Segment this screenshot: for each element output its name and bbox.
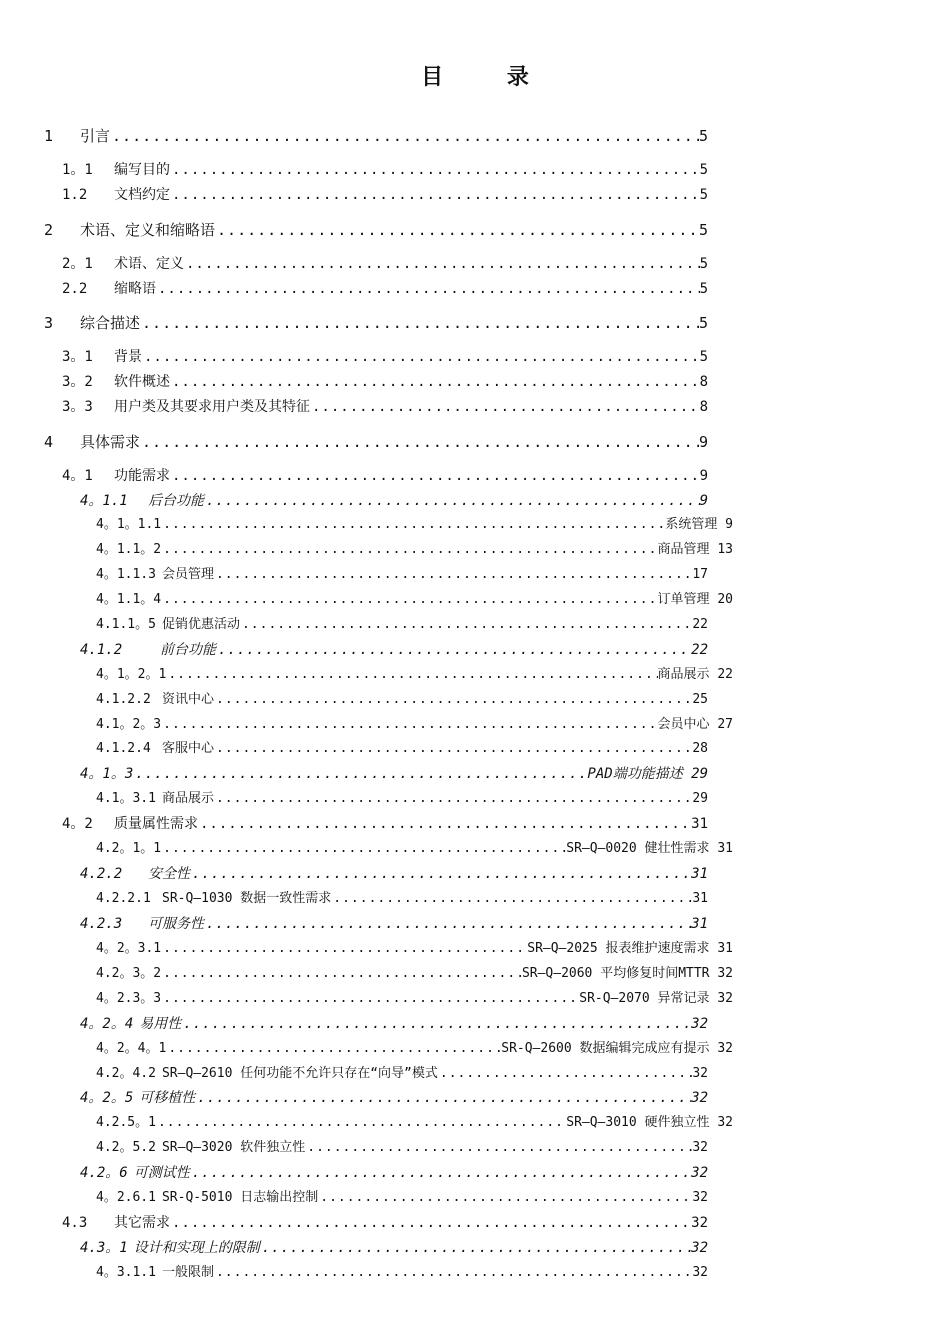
toc-entry[interactable] <box>80 639 708 661</box>
toc-entry-page: 31 <box>692 891 708 906</box>
dot-leader <box>161 589 657 611</box>
dot-leader <box>170 371 700 393</box>
dot-leader <box>305 1137 692 1159</box>
toc-entry-page: 32 <box>692 1190 708 1205</box>
toc-entry[interactable] <box>96 1063 708 1085</box>
toc-entry-number: 4.2.5。1 <box>96 1115 156 1130</box>
toc-entry[interactable] <box>44 431 708 453</box>
dot-leader <box>161 714 657 736</box>
toc-entry[interactable] <box>44 219 708 241</box>
toc-entry[interactable] <box>96 514 733 536</box>
toc-entry-number: 4.2。5.2 <box>96 1140 156 1155</box>
toc-entry[interactable] <box>96 788 708 810</box>
toc-entry-title: 其它需求 <box>114 1215 170 1231</box>
toc-entry-number: 4.3。1 <box>80 1240 128 1256</box>
toc-entry-title: SR—Q—2610 任何功能不允许只存在“向导”模式 <box>161 1066 438 1081</box>
toc-entry-page: 31 <box>691 866 708 882</box>
toc-entry-page: 8 <box>699 374 708 390</box>
toc-entry-page: 会员中心 27 <box>657 717 733 732</box>
toc-entry-title: 易用性 <box>139 1016 182 1032</box>
toc-entry-title: 可测试性 <box>133 1165 190 1181</box>
toc-entry[interactable] <box>96 1262 708 1284</box>
dot-leader <box>140 431 699 453</box>
toc-entry[interactable] <box>62 813 708 835</box>
toc-entry[interactable] <box>96 589 733 611</box>
toc-entry-page: 29 <box>692 791 708 806</box>
dot-leader <box>260 1237 691 1259</box>
toc-entry-number: 3。3 <box>62 399 93 415</box>
toc-entry-number: 4.2。4.2 <box>96 1066 156 1081</box>
toc-entry[interactable] <box>62 159 708 181</box>
toc-entry[interactable] <box>62 278 708 300</box>
toc-entry-title: 客服中心 <box>162 741 215 756</box>
toc-entry[interactable] <box>96 1187 708 1209</box>
dot-leader <box>161 514 665 536</box>
toc-entry-number: 4。1.1。4 <box>96 592 162 607</box>
toc-entry-title: 文档约定 <box>114 187 170 203</box>
toc-entry-page: 8 <box>699 399 708 415</box>
dot-leader <box>214 689 692 711</box>
toc-entry-page: 5 <box>699 281 708 297</box>
toc-entry-page: 32 <box>691 1240 708 1256</box>
toc-entry-title: 质量属性需求 <box>114 816 198 832</box>
toc-entry-number: 4。1。3 <box>80 766 134 782</box>
toc-entry[interactable] <box>62 371 708 393</box>
dot-leader <box>161 963 522 985</box>
toc-entry-page: 28 <box>692 741 708 756</box>
toc-entry-page: 32 <box>691 1016 708 1032</box>
toc-entry-number: 3 <box>44 314 54 332</box>
toc-entry-title: 促销优惠活动 <box>161 617 240 632</box>
toc-entry-page: SR—Q—2060 平均修复时间MTTR 32 <box>521 966 733 981</box>
toc-entry-number: 4.1.2.4 <box>96 741 151 756</box>
toc-entry-title: 会员管理 <box>161 567 214 582</box>
toc-entry-page: 31 <box>691 816 708 832</box>
dot-leader <box>190 1162 691 1184</box>
toc-entry[interactable] <box>96 689 708 711</box>
dot-leader <box>195 1087 691 1109</box>
dot-leader <box>331 888 692 910</box>
dot-leader <box>318 1187 692 1209</box>
dot-leader <box>438 1063 692 1085</box>
dot-leader <box>214 1262 692 1284</box>
toc-entry[interactable] <box>96 838 733 860</box>
toc-entry-page: SR—Q—2025 报表维护速度需求 31 <box>527 941 733 956</box>
toc-entry-number: 4。1。1.1 <box>96 517 162 532</box>
toc-entry[interactable] <box>96 963 733 985</box>
toc-entry-title: SR-Q-5010 日志输出控制 <box>161 1190 319 1205</box>
toc-entry[interactable] <box>62 346 708 368</box>
toc-entry-page: 商品展示 22 <box>657 667 733 682</box>
toc-entry-number: 4。2 <box>62 816 93 832</box>
toc-entry-number: 4.1.2.2 <box>96 692 151 707</box>
dot-leader <box>133 763 587 785</box>
toc-entry[interactable] <box>44 312 708 334</box>
toc-entry-page: 5 <box>698 314 708 332</box>
toc-entry-page: 32 <box>692 1066 708 1081</box>
toc-entry-page: PAD端功能描述 29 <box>587 766 708 782</box>
toc-entry-title: 设计和实现上的限制 <box>133 1240 260 1256</box>
toc-entry-number: 4。2。4。1 <box>96 1041 167 1056</box>
dot-leader <box>214 738 692 760</box>
toc-entry-title: 术语、定义 <box>114 256 184 272</box>
dot-leader <box>110 125 699 147</box>
dot-leader <box>190 863 691 885</box>
toc-entry-title: 背景 <box>114 349 142 365</box>
toc-entry-page: 订单管理 20 <box>657 592 733 607</box>
toc-entry-number: 4.1。2。3 <box>96 717 162 732</box>
toc-entry-number: 4。1.1 <box>80 493 128 509</box>
toc-entry[interactable] <box>96 714 733 736</box>
toc-entry-number: 4 <box>44 433 54 451</box>
toc-entry-title: 前台功能 <box>160 642 216 658</box>
toc-entry-title: 具体需求 <box>80 433 141 451</box>
toc-entry[interactable] <box>62 253 708 275</box>
toc-entry[interactable] <box>62 184 708 206</box>
toc-entry-title: 编写目的 <box>114 162 170 178</box>
dot-leader <box>214 788 692 810</box>
toc-entry[interactable] <box>80 913 708 935</box>
toc-entry[interactable] <box>80 490 708 512</box>
toc-entry-page: 9 <box>698 433 708 451</box>
toc-entry-page: 5 <box>699 349 708 365</box>
toc-entry-number: 4。1.1。2 <box>96 542 162 557</box>
toc-entry[interactable] <box>96 614 708 636</box>
toc-entry-number: 4。2。3.1 <box>96 941 162 956</box>
dot-leader <box>140 312 699 334</box>
toc-entry-title: 用户类及其要求用户类及其特征 <box>114 399 310 415</box>
toc-entry-title: 商品展示 <box>161 791 214 806</box>
toc-entry[interactable] <box>62 1212 708 1234</box>
toc-entry-number: 4.2。6 <box>80 1165 128 1181</box>
toc-entry[interactable] <box>80 863 708 885</box>
toc-entry[interactable] <box>62 465 708 487</box>
toc-entry[interactable] <box>96 1038 733 1060</box>
toc-entry[interactable] <box>96 664 733 686</box>
toc-entry-page: 系统管理 9 <box>665 517 733 532</box>
toc-entry-page: SR—Q—0020 健壮性需求 31 <box>566 841 733 856</box>
dot-leader <box>198 813 691 835</box>
toc-entry[interactable] <box>96 938 733 960</box>
dot-leader <box>161 938 527 960</box>
toc-entry-number: 4。3.1.1 <box>96 1265 156 1280</box>
dot-leader <box>310 396 700 418</box>
dot-leader <box>214 564 692 586</box>
toc-entry-number: 4.1.1。5 <box>96 617 156 632</box>
toc-entry-number: 1.2 <box>62 187 88 203</box>
toc-entry-number: 4.2。3。2 <box>96 966 162 981</box>
toc-entry[interactable] <box>80 763 708 785</box>
dot-leader <box>166 1038 501 1060</box>
toc-entry-page: 商品管理 13 <box>657 542 733 557</box>
toc-entry-number: 4。2。4 <box>80 1016 134 1032</box>
page-title: 目 录 <box>421 65 557 90</box>
toc-entry[interactable] <box>96 988 733 1010</box>
toc-entry-page: 22 <box>691 642 708 658</box>
toc-entry-number: 4.1.2 <box>80 642 123 658</box>
toc-entry-title: 安全性 <box>148 866 190 882</box>
toc-entry-number: 3。1 <box>62 349 93 365</box>
toc-entry-title: 综合描述 <box>80 314 141 332</box>
toc-entry-title: 引言 <box>80 127 111 145</box>
toc-entry-title: 软件概述 <box>114 374 170 390</box>
toc-entry[interactable] <box>96 1137 708 1159</box>
toc-entry-page: 5 <box>698 127 708 145</box>
toc-entry-page: SR-Q—2070 异常记录 32 <box>579 991 733 1006</box>
dot-leader <box>166 664 657 686</box>
toc-entry-number: 4。1.1.3 <box>96 567 156 582</box>
toc-entry[interactable] <box>96 1112 733 1134</box>
toc-entry-title: 术语、定义和缩略语 <box>80 221 216 239</box>
toc-entry[interactable] <box>80 1087 708 1109</box>
dot-leader <box>240 614 692 636</box>
toc-entry-page: 17 <box>692 567 708 582</box>
dot-leader <box>204 913 691 935</box>
toc-entry-number: 4.2.2.1 <box>96 891 151 906</box>
toc-entry-page: 32 <box>691 1165 708 1181</box>
toc-entry-page: 5 <box>699 256 708 272</box>
toc-entry[interactable] <box>96 738 708 760</box>
toc-entry-number: 4。2.6.1 <box>96 1190 156 1205</box>
dot-leader <box>156 278 700 300</box>
dot-leader <box>170 1212 691 1234</box>
toc-entry-number: 3。2 <box>62 374 93 390</box>
toc-entry-title: 后台功能 <box>148 493 204 509</box>
toc-entry-page: 9 <box>699 468 708 484</box>
toc-entry-title: 可服务性 <box>148 916 204 932</box>
dot-leader <box>161 988 579 1010</box>
toc-entry-number: 4。1。2。1 <box>96 667 167 682</box>
toc-entry-title: 缩略语 <box>114 281 156 297</box>
toc-entry-page: 5 <box>699 187 708 203</box>
toc-entry-page: 31 <box>691 916 708 932</box>
toc-entry[interactable] <box>80 1013 708 1035</box>
toc-entry[interactable] <box>96 888 708 910</box>
dot-leader <box>161 539 657 561</box>
dot-leader <box>204 490 700 512</box>
toc-entry-number: 2 <box>44 221 54 239</box>
toc-entry-title: SR—Q—3020 软件独立性 <box>161 1140 306 1155</box>
toc-entry-page: 32 <box>692 1265 708 1280</box>
toc-entry[interactable] <box>62 396 708 418</box>
toc-entry-title: SR-Q—1030 数据一致性需求 <box>162 891 332 906</box>
dot-leader <box>170 159 700 181</box>
toc-entry-page: 5 <box>699 162 708 178</box>
toc-entry[interactable] <box>44 125 708 147</box>
toc-entry-page: 32 <box>692 1140 708 1155</box>
toc-entry-page: 22 <box>692 617 708 632</box>
dot-leader <box>170 184 700 206</box>
toc-entry-title: 功能需求 <box>114 468 170 484</box>
dot-leader <box>181 1013 691 1035</box>
dot-leader <box>161 838 566 860</box>
toc-entry-number: 2。1 <box>62 256 93 272</box>
toc-entry-title: 可移植性 <box>139 1090 196 1106</box>
dot-leader <box>216 639 691 661</box>
toc-entry-number: 4.1。3.1 <box>96 791 156 806</box>
toc-entry-number: 1 <box>44 127 54 145</box>
toc-entry-number: 4.2.2 <box>80 866 123 882</box>
dot-leader <box>215 219 699 241</box>
toc-entry-number: 4。2.3。3 <box>96 991 162 1006</box>
toc-entry[interactable] <box>80 1237 708 1259</box>
toc-entry-number: 4.2.3 <box>80 916 123 932</box>
toc-entry-number: 4.3 <box>62 1215 88 1231</box>
toc-entry-number: 1。1 <box>62 162 93 178</box>
toc-entry[interactable] <box>96 539 733 561</box>
dot-leader <box>156 1112 566 1134</box>
toc-entry-number: 4。1 <box>62 468 93 484</box>
toc-entry-page: SR-Q—2600 数据编辑完成应有提示 32 <box>501 1041 733 1056</box>
toc-entry[interactable] <box>80 1162 708 1184</box>
dot-leader <box>184 253 700 275</box>
toc-entry[interactable] <box>96 564 708 586</box>
toc-entry-number: 2.2 <box>62 281 88 297</box>
toc-entry-page: 32 <box>691 1215 708 1231</box>
toc-entry-page: SR—Q—3010 硬件独立性 32 <box>566 1115 733 1130</box>
toc-entry-number: 4.2。1。1 <box>96 841 162 856</box>
toc-entry-title: 资讯中心 <box>162 692 215 707</box>
toc-entry-number: 4。2。5 <box>80 1090 134 1106</box>
dot-leader <box>170 465 700 487</box>
toc-entry-page: 25 <box>692 692 708 707</box>
dot-leader <box>142 346 700 368</box>
toc-entry-page: 5 <box>698 221 708 239</box>
toc-entry-title: 一般限制 <box>161 1265 214 1280</box>
toc-entry-page: 32 <box>691 1090 708 1106</box>
toc-entry-page: 9 <box>699 493 708 509</box>
